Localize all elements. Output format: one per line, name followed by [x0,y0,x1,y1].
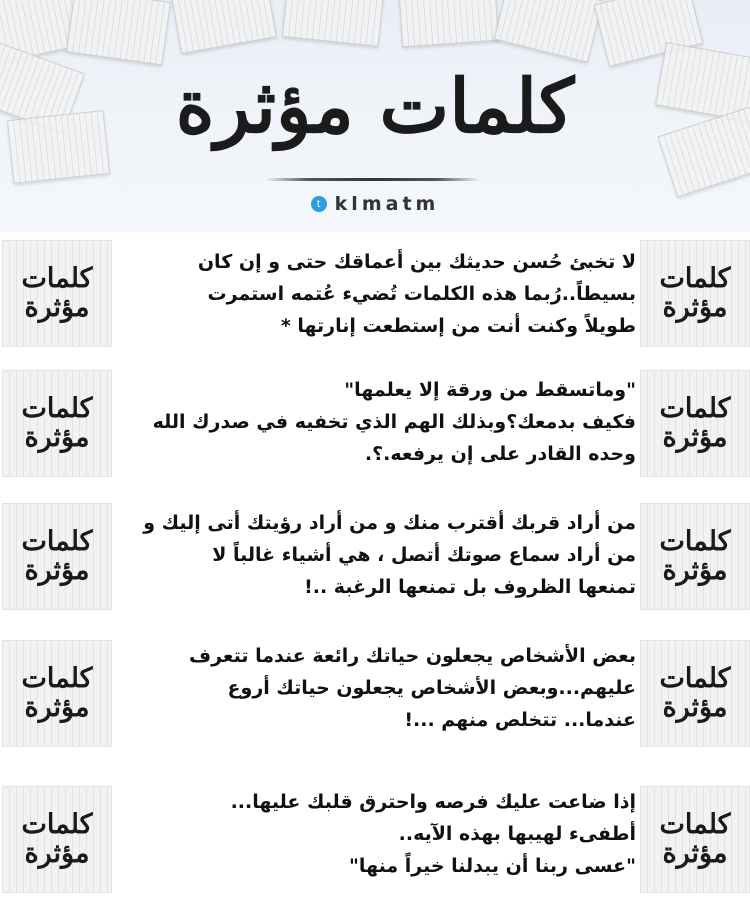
badge-logo-right [640,786,750,893]
badge-text: كلمات مؤثرة [21,809,93,869]
quote-line: طويلاً وكنت أنت من إستطعت إنارتها * [280,315,636,337]
quote-text [118,246,636,342]
quote-line: تمنعها الظروف بل تمنعها الرغبة ..! [304,576,636,598]
book-decoration [282,0,385,47]
quote-card [0,240,750,348]
handle-text: klmatm [334,193,440,215]
quote-line: من أراد قربك أقترب منك و من أراد رؤيتك أتى إليك و [143,512,636,534]
header-banner [0,0,750,232]
twitter-bird-icon: t [311,196,327,212]
quote-line: لا تخبئ حُسن حديثك بين أعماقك حتى و إن كان [197,251,636,273]
badge-logo-left [2,240,112,347]
badge-text: كلمات مؤثرة [659,526,731,586]
badge-text: كلمات مؤثرة [21,263,93,323]
quote-text [118,640,636,736]
quote-line: "عسى ربنا أن يبدلنا خيراً منها" [349,855,636,877]
logo-underline [265,178,480,181]
quote-text [118,507,636,603]
badge-text: كلمات مؤثرة [21,526,93,586]
badge-text: كلمات مؤثرة [21,393,93,453]
social-handle[interactable] [0,193,750,215]
badge-logo-left [2,640,112,747]
quote-line: أطفىء لهيبها بهذه الآيه.. [398,823,636,845]
book-decoration [494,0,604,63]
badge-logo-left [2,370,112,477]
quote-line: إذا ضاعت عليك فرصه واحترق قلبك عليها... [230,791,636,813]
badge-text: كلمات مؤثرة [659,663,731,723]
badge-text: كلمات مؤثرة [659,393,731,453]
quote-text [118,374,636,470]
quote-text [118,786,636,882]
badge-text: كلمات مؤثرة [659,809,731,869]
quote-card [0,503,750,611]
badge-logo-right [640,370,750,477]
quote-line: بعض الأشخاص يجعلون حياتك رائعة عندما تتعرف [189,645,636,667]
book-decoration [398,0,499,47]
badge-text: كلمات مؤثرة [21,663,93,723]
quote-card [0,786,750,894]
badge-logo-left [2,786,112,893]
quote-line: من أراد سماع صوتك أتصل ، هي أشياء غالباً لا [212,544,636,566]
book-decoration [66,0,171,65]
quote-line: بسيطاً..رُبما هذه الكلمات تُضيء عُتمه استمرت [207,283,636,305]
quote-line: "وماتسقط من ورقة إلا يعلمها" [344,379,636,401]
book-decoration [170,0,277,54]
quote-card [0,640,750,748]
quote-line: وحده القادر على إن يرفعه.؟. [364,443,636,465]
quote-card [0,370,750,478]
badge-logo-left [2,503,112,610]
quote-line: فكيف بدمعك؟وبذلك الهم الذي تخفيه في صدرك الله [152,411,636,433]
badge-text: كلمات مؤثرة [659,263,731,323]
logo-title: كلمات مؤثرة [175,64,575,150]
badge-logo-right [640,640,750,747]
quote-line: عندما... تتخلص منهم ...! [404,709,636,731]
badge-logo-right [640,503,750,610]
quote-line: عليهم...وبعض الأشخاص يجعلون حياتك أروع [227,677,636,699]
badge-logo-right [640,240,750,347]
